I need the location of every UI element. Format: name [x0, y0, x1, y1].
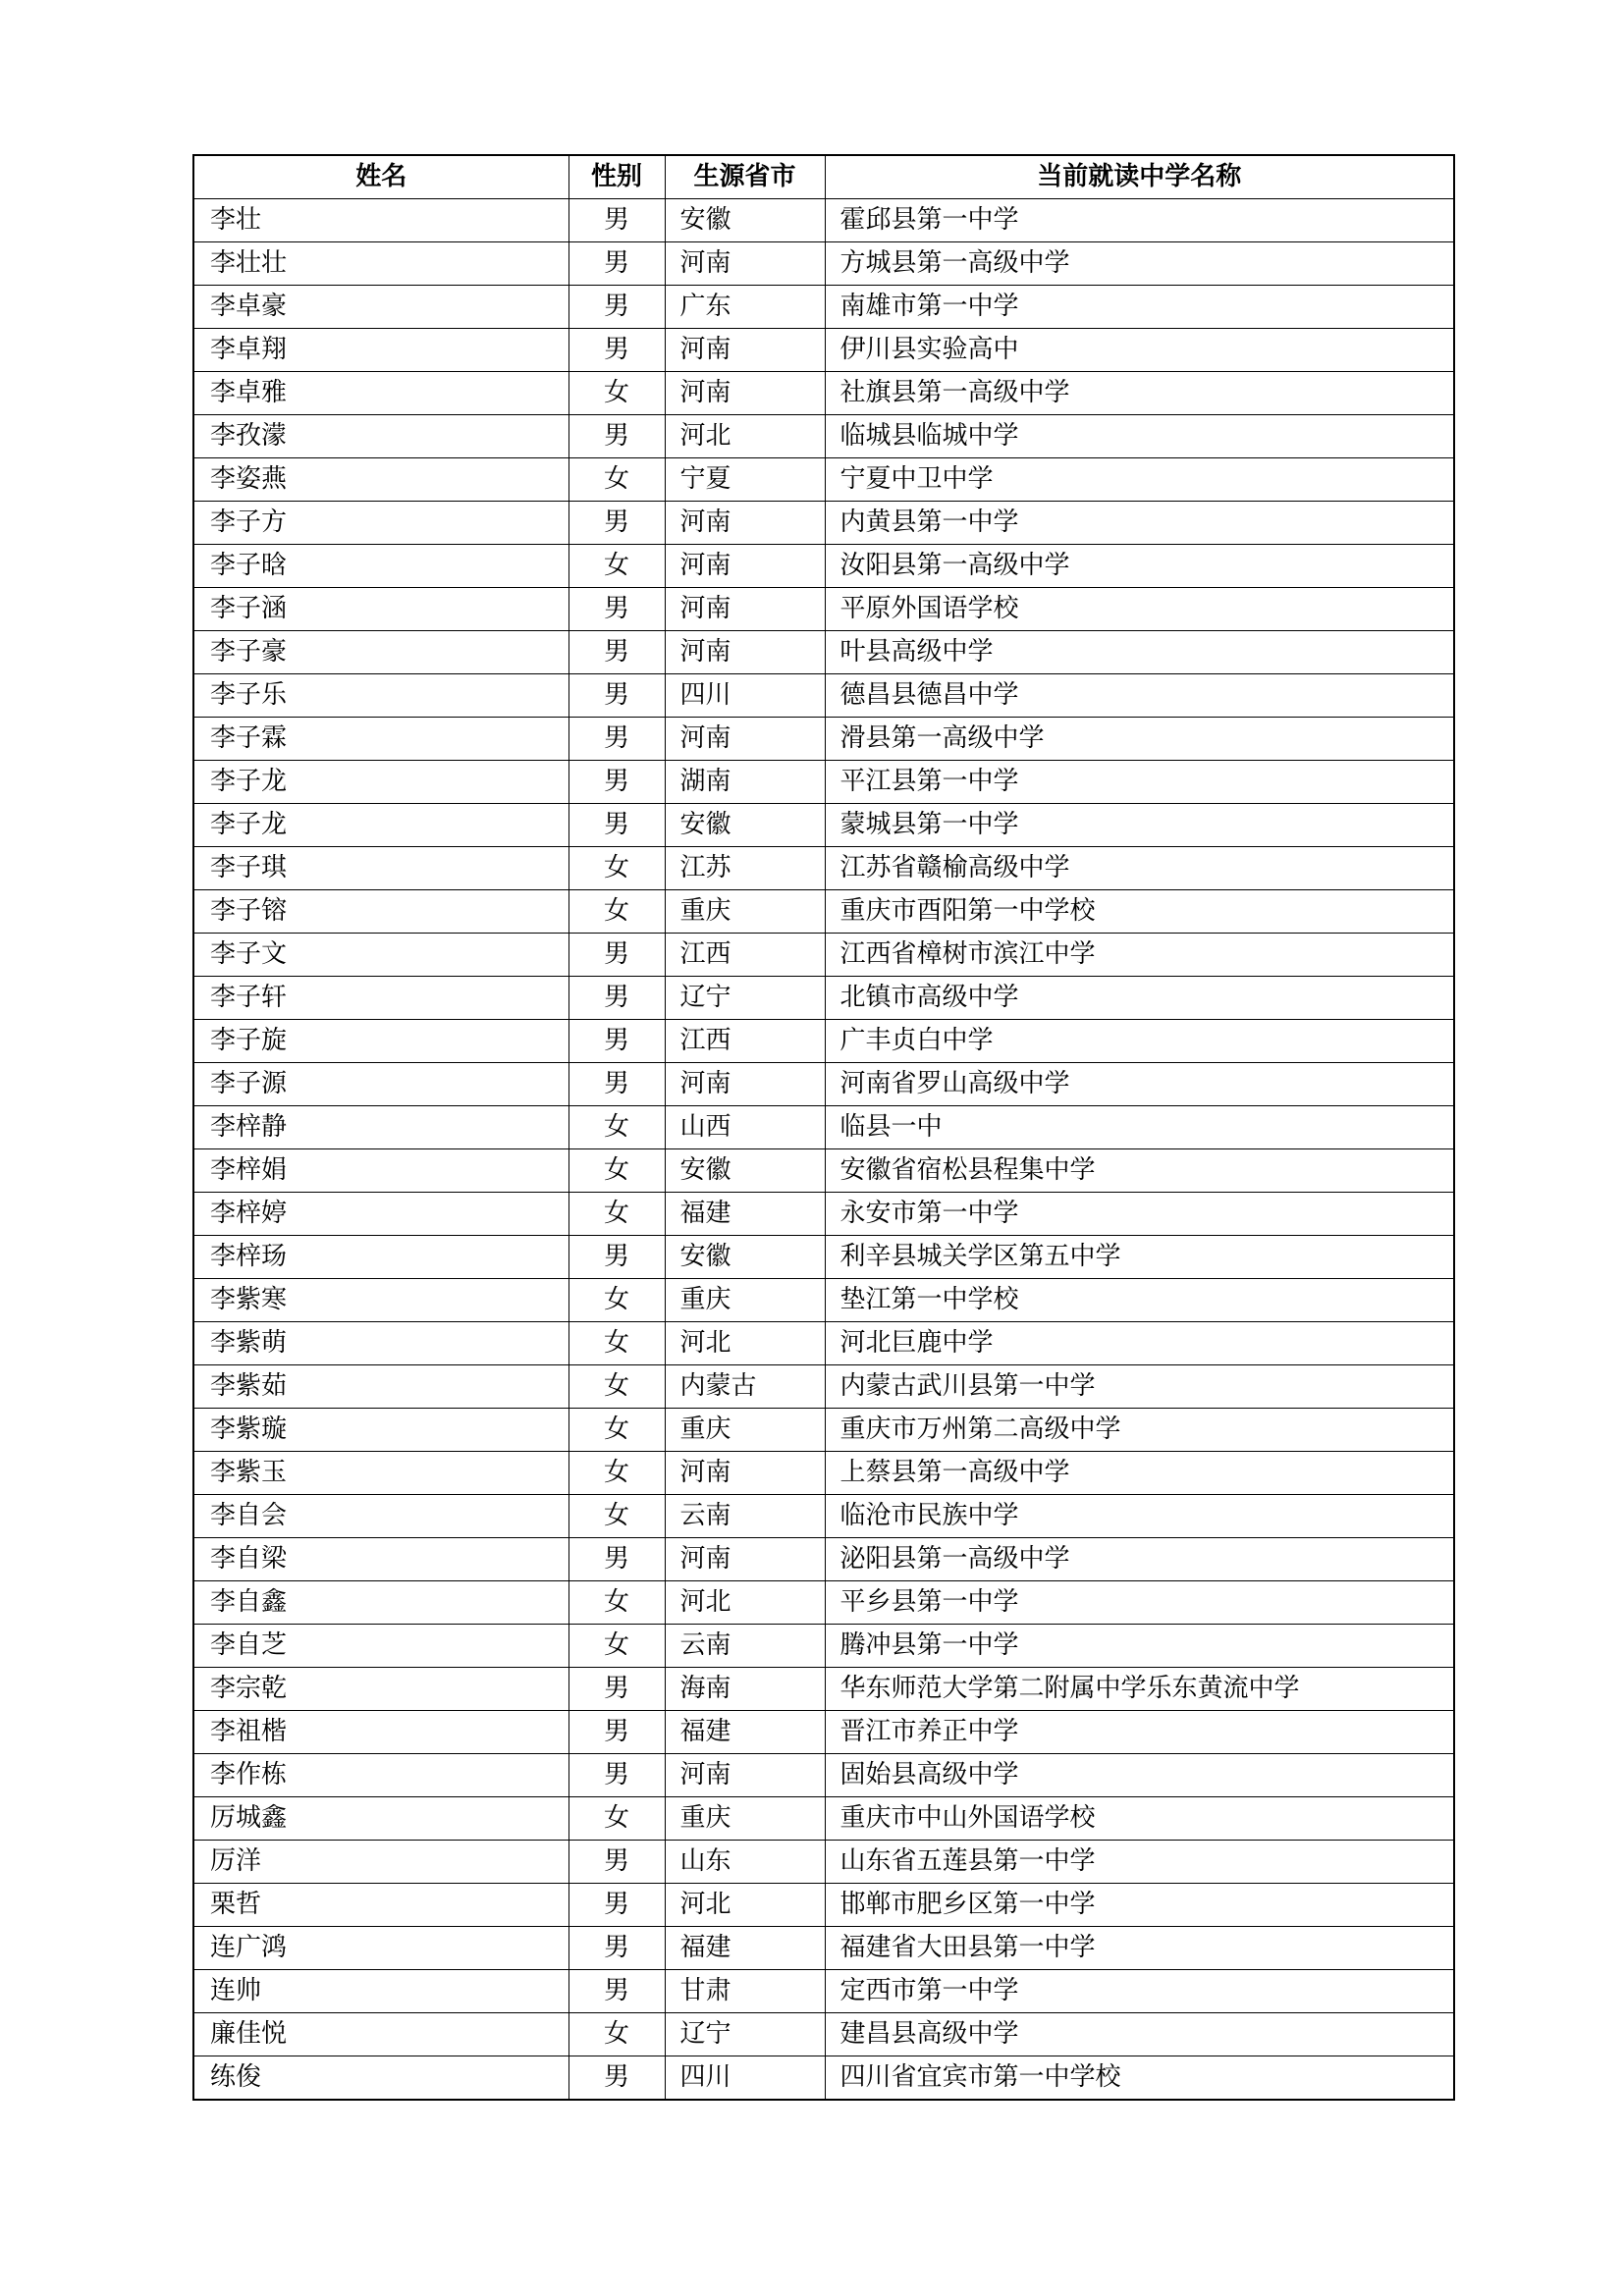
table-row	[193, 1149, 1454, 1193]
table-row	[193, 631, 1454, 674]
cell-gender: 女	[568, 1193, 665, 1236]
cell-school: 山东省五莲县第一中学	[825, 1841, 1454, 1884]
cell-province: 湖南	[665, 761, 825, 804]
table-row	[193, 415, 1454, 458]
cell-gender: 女	[568, 2013, 665, 2056]
table-row	[193, 1193, 1454, 1236]
cell-name: 李自会	[193, 1495, 568, 1538]
cell-province: 河南	[665, 329, 825, 372]
cell-gender: 男	[568, 242, 665, 286]
cell-name: 李子源	[193, 1063, 568, 1106]
cell-school: 河北巨鹿中学	[825, 1322, 1454, 1365]
header-gender: 性别	[568, 155, 665, 199]
cell-name: 李梓婷	[193, 1193, 568, 1236]
cell-gender: 女	[568, 1279, 665, 1322]
cell-province: 安徽	[665, 804, 825, 847]
table-row	[193, 329, 1454, 372]
cell-province: 河南	[665, 1452, 825, 1495]
cell-gender: 女	[568, 1365, 665, 1409]
cell-gender: 男	[568, 1711, 665, 1754]
cell-gender: 男	[568, 934, 665, 977]
cell-name: 李紫寒	[193, 1279, 568, 1322]
cell-province: 河南	[665, 1754, 825, 1797]
cell-province: 河南	[665, 718, 825, 761]
cell-school: 北镇市高级中学	[825, 977, 1454, 1020]
cell-name: 李子乐	[193, 674, 568, 718]
cell-province: 辽宁	[665, 977, 825, 1020]
header-school: 当前就读中学名称	[825, 155, 1454, 199]
cell-name: 李紫茹	[193, 1365, 568, 1409]
cell-school: 广丰贞白中学	[825, 1020, 1454, 1063]
table-row	[193, 1581, 1454, 1625]
cell-gender: 男	[568, 761, 665, 804]
cell-province: 河南	[665, 1063, 825, 1106]
cell-gender: 女	[568, 1409, 665, 1452]
cell-school: 固始县高级中学	[825, 1754, 1454, 1797]
table-row	[193, 890, 1454, 934]
cell-gender: 男	[568, 199, 665, 242]
cell-province: 宁夏	[665, 458, 825, 502]
cell-school: 晋江市养正中学	[825, 1711, 1454, 1754]
cell-school: 平原外国语学校	[825, 588, 1454, 631]
cell-gender: 男	[568, 631, 665, 674]
cell-school: 平乡县第一中学	[825, 1581, 1454, 1625]
cell-school: 临沧市民族中学	[825, 1495, 1454, 1538]
table-row	[193, 1495, 1454, 1538]
cell-name: 李卓雅	[193, 372, 568, 415]
cell-school: 利辛县城关学区第五中学	[825, 1236, 1454, 1279]
table-row	[193, 934, 1454, 977]
cell-province: 重庆	[665, 1797, 825, 1841]
cell-name: 李紫萌	[193, 1322, 568, 1365]
cell-province: 云南	[665, 1625, 825, 1668]
cell-province: 辽宁	[665, 2013, 825, 2056]
cell-school: 方城县第一高级中学	[825, 242, 1454, 286]
cell-school: 社旗县第一高级中学	[825, 372, 1454, 415]
cell-province: 河南	[665, 1538, 825, 1581]
cell-school: 平江县第一中学	[825, 761, 1454, 804]
cell-school: 泌阳县第一高级中学	[825, 1538, 1454, 1581]
cell-gender: 男	[568, 977, 665, 1020]
cell-gender: 女	[568, 372, 665, 415]
cell-province: 安徽	[665, 199, 825, 242]
table-row	[193, 1106, 1454, 1149]
header-name: 姓名	[193, 155, 568, 199]
cell-province: 河南	[665, 502, 825, 545]
cell-school: 德昌县德昌中学	[825, 674, 1454, 718]
cell-province: 安徽	[665, 1236, 825, 1279]
cell-school: 叶县高级中学	[825, 631, 1454, 674]
cell-gender: 男	[568, 1884, 665, 1927]
cell-school: 霍邱县第一中学	[825, 199, 1454, 242]
cell-name: 李卓翔	[193, 329, 568, 372]
cell-province: 福建	[665, 1927, 825, 1970]
cell-school: 邯郸市肥乡区第一中学	[825, 1884, 1454, 1927]
cell-school: 宁夏中卫中学	[825, 458, 1454, 502]
cell-name: 李子琪	[193, 847, 568, 890]
table-row	[193, 2013, 1454, 2056]
cell-gender: 女	[568, 1797, 665, 1841]
table-row	[193, 1711, 1454, 1754]
table-row	[193, 761, 1454, 804]
cell-name: 连广鸿	[193, 1927, 568, 1970]
cell-school: 福建省大田县第一中学	[825, 1927, 1454, 1970]
table-row	[193, 2056, 1454, 2101]
cell-school: 伊川县实验高中	[825, 329, 1454, 372]
cell-name: 李自芝	[193, 1625, 568, 1668]
cell-school: 永安市第一中学	[825, 1193, 1454, 1236]
cell-gender: 男	[568, 1754, 665, 1797]
cell-name: 练俊	[193, 2056, 568, 2101]
cell-province: 广东	[665, 286, 825, 329]
cell-province: 重庆	[665, 1279, 825, 1322]
cell-name: 李卓豪	[193, 286, 568, 329]
cell-gender: 男	[568, 1236, 665, 1279]
table-row	[193, 1841, 1454, 1884]
cell-name: 李梓玚	[193, 1236, 568, 1279]
cell-name: 李梓静	[193, 1106, 568, 1149]
cell-school: 河南省罗山高级中学	[825, 1063, 1454, 1106]
cell-gender: 女	[568, 1106, 665, 1149]
cell-province: 福建	[665, 1193, 825, 1236]
cell-name: 李子涵	[193, 588, 568, 631]
cell-name: 李自鑫	[193, 1581, 568, 1625]
table-row	[193, 1970, 1454, 2013]
cell-gender: 男	[568, 502, 665, 545]
table-header-row	[193, 155, 1454, 199]
table-row	[193, 242, 1454, 286]
cell-province: 江西	[665, 1020, 825, 1063]
cell-province: 河南	[665, 545, 825, 588]
table-row	[193, 588, 1454, 631]
table-row	[193, 1020, 1454, 1063]
cell-name: 李子方	[193, 502, 568, 545]
cell-province: 四川	[665, 674, 825, 718]
cell-name: 李子豪	[193, 631, 568, 674]
cell-name: 连帅	[193, 1970, 568, 2013]
cell-gender: 女	[568, 1322, 665, 1365]
cell-gender: 男	[568, 1063, 665, 1106]
cell-name: 李孜濛	[193, 415, 568, 458]
cell-school: 安徽省宿松县程集中学	[825, 1149, 1454, 1193]
cell-name: 李作栋	[193, 1754, 568, 1797]
table-row	[193, 372, 1454, 415]
cell-province: 重庆	[665, 1409, 825, 1452]
cell-gender: 男	[568, 1538, 665, 1581]
table-row	[193, 1063, 1454, 1106]
table-row	[193, 977, 1454, 1020]
cell-province: 内蒙古	[665, 1365, 825, 1409]
cell-name: 李紫璇	[193, 1409, 568, 1452]
cell-school: 汝阳县第一高级中学	[825, 545, 1454, 588]
table-row	[193, 1236, 1454, 1279]
cell-gender: 男	[568, 1970, 665, 2013]
cell-school: 重庆市万州第二高级中学	[825, 1409, 1454, 1452]
cell-province: 海南	[665, 1668, 825, 1711]
table-row	[193, 847, 1454, 890]
table-row	[193, 1754, 1454, 1797]
cell-province: 重庆	[665, 890, 825, 934]
cell-province: 河南	[665, 372, 825, 415]
cell-province: 云南	[665, 1495, 825, 1538]
cell-province: 河南	[665, 242, 825, 286]
cell-province: 山东	[665, 1841, 825, 1884]
cell-province: 甘肃	[665, 1970, 825, 2013]
cell-gender: 男	[568, 286, 665, 329]
cell-name: 李子镕	[193, 890, 568, 934]
table-row	[193, 1452, 1454, 1495]
cell-school: 垫江第一中学校	[825, 1279, 1454, 1322]
table-row	[193, 1538, 1454, 1581]
cell-school: 重庆市中山外国语学校	[825, 1797, 1454, 1841]
cell-province: 河北	[665, 415, 825, 458]
table-row	[193, 1927, 1454, 1970]
cell-name: 李祖楷	[193, 1711, 568, 1754]
cell-province: 安徽	[665, 1149, 825, 1193]
cell-school: 滑县第一高级中学	[825, 718, 1454, 761]
table-body	[193, 199, 1454, 2101]
cell-gender: 男	[568, 1020, 665, 1063]
cell-province: 江苏	[665, 847, 825, 890]
cell-province: 山西	[665, 1106, 825, 1149]
cell-name: 李子晗	[193, 545, 568, 588]
cell-province: 河北	[665, 1581, 825, 1625]
cell-gender: 女	[568, 545, 665, 588]
table-row	[193, 199, 1454, 242]
cell-gender: 女	[568, 847, 665, 890]
cell-province: 河南	[665, 631, 825, 674]
cell-school: 腾冲县第一中学	[825, 1625, 1454, 1668]
cell-school: 临县一中	[825, 1106, 1454, 1149]
table-row	[193, 1668, 1454, 1711]
cell-name: 李宗乾	[193, 1668, 568, 1711]
cell-name: 李紫玉	[193, 1452, 568, 1495]
cell-gender: 女	[568, 1149, 665, 1193]
header-province: 生源省市	[665, 155, 825, 199]
table-row	[193, 1279, 1454, 1322]
cell-school: 上蔡县第一高级中学	[825, 1452, 1454, 1495]
table-row	[193, 1625, 1454, 1668]
cell-province: 河北	[665, 1884, 825, 1927]
cell-school: 内黄县第一中学	[825, 502, 1454, 545]
table-row	[193, 502, 1454, 545]
table-row	[193, 1797, 1454, 1841]
cell-name: 李子旋	[193, 1020, 568, 1063]
cell-gender: 男	[568, 2056, 665, 2101]
cell-school: 南雄市第一中学	[825, 286, 1454, 329]
cell-school: 内蒙古武川县第一中学	[825, 1365, 1454, 1409]
cell-gender: 女	[568, 1495, 665, 1538]
table-row	[193, 1409, 1454, 1452]
cell-gender: 男	[568, 1927, 665, 1970]
cell-province: 河南	[665, 588, 825, 631]
cell-gender: 男	[568, 1668, 665, 1711]
cell-province: 河北	[665, 1322, 825, 1365]
cell-school: 建昌县高级中学	[825, 2013, 1454, 2056]
cell-school: 江西省樟树市滨江中学	[825, 934, 1454, 977]
cell-name: 李壮	[193, 199, 568, 242]
cell-gender: 男	[568, 804, 665, 847]
cell-gender: 女	[568, 458, 665, 502]
table-row	[193, 1884, 1454, 1927]
cell-gender: 男	[568, 329, 665, 372]
table-row	[193, 718, 1454, 761]
cell-gender: 男	[568, 718, 665, 761]
table-row	[193, 458, 1454, 502]
cell-gender: 男	[568, 588, 665, 631]
cell-school: 江苏省赣榆高级中学	[825, 847, 1454, 890]
cell-school: 临城县临城中学	[825, 415, 1454, 458]
table-row	[193, 804, 1454, 847]
table-row	[193, 1322, 1454, 1365]
cell-province: 江西	[665, 934, 825, 977]
table-row	[193, 1365, 1454, 1409]
cell-name: 李姿燕	[193, 458, 568, 502]
cell-gender: 男	[568, 674, 665, 718]
cell-school: 重庆市酉阳第一中学校	[825, 890, 1454, 934]
student-roster-table	[192, 154, 1455, 2101]
cell-gender: 女	[568, 1452, 665, 1495]
table-row	[193, 545, 1454, 588]
cell-school: 四川省宜宾市第一中学校	[825, 2056, 1454, 2101]
table-row	[193, 286, 1454, 329]
cell-name: 李子龙	[193, 761, 568, 804]
table-row	[193, 674, 1454, 718]
cell-school: 蒙城县第一中学	[825, 804, 1454, 847]
cell-name: 李梓娟	[193, 1149, 568, 1193]
cell-name: 李自梁	[193, 1538, 568, 1581]
cell-gender: 女	[568, 1625, 665, 1668]
cell-name: 厉洋	[193, 1841, 568, 1884]
cell-gender: 男	[568, 1841, 665, 1884]
cell-school: 定西市第一中学	[825, 1970, 1454, 2013]
cell-province: 四川	[665, 2056, 825, 2101]
cell-gender: 女	[568, 890, 665, 934]
cell-name: 李壮壮	[193, 242, 568, 286]
cell-name: 李子龙	[193, 804, 568, 847]
cell-name: 栗哲	[193, 1884, 568, 1927]
cell-name: 廉佳悦	[193, 2013, 568, 2056]
cell-name: 李子霖	[193, 718, 568, 761]
cell-gender: 男	[568, 415, 665, 458]
cell-name: 李子轩	[193, 977, 568, 1020]
cell-name: 李子文	[193, 934, 568, 977]
cell-gender: 女	[568, 1581, 665, 1625]
cell-name: 厉城鑫	[193, 1797, 568, 1841]
cell-school: 华东师范大学第二附属中学乐东黄流中学	[825, 1668, 1454, 1711]
cell-province: 福建	[665, 1711, 825, 1754]
